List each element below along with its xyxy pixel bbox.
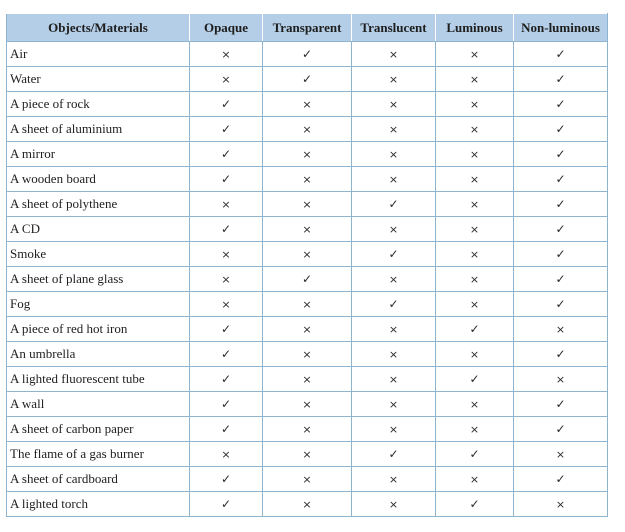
header-transparent: Transparent [263,14,352,42]
cross-mark-icon: × [190,442,263,467]
material-name-cell: A mirror [7,142,190,167]
cross-mark-icon: × [352,317,436,342]
check-mark-icon: ✓ [514,242,608,267]
cross-mark-icon: × [263,317,352,342]
material-name-cell: A piece of rock [7,92,190,117]
cross-mark-icon: × [436,42,514,67]
cross-mark-icon: × [514,492,608,517]
check-mark-icon: ✓ [352,192,436,217]
check-mark-icon: ✓ [263,267,352,292]
check-mark-icon: ✓ [514,167,608,192]
material-name-cell: A lighted torch [7,492,190,517]
cross-mark-icon: × [352,42,436,67]
check-mark-icon: ✓ [514,192,608,217]
cross-mark-icon: × [352,142,436,167]
check-mark-icon: ✓ [190,117,263,142]
materials-properties-table [6,13,608,517]
check-mark-icon: ✓ [514,217,608,242]
table-row [7,317,608,342]
cross-mark-icon: × [263,492,352,517]
material-name-cell: Water [7,67,190,92]
cross-mark-icon: × [352,92,436,117]
cross-mark-icon: × [263,417,352,442]
cross-mark-icon: × [436,67,514,92]
cross-mark-icon: × [263,192,352,217]
cross-mark-icon: × [263,242,352,267]
cross-mark-icon: × [352,467,436,492]
cross-mark-icon: × [263,292,352,317]
table-row [7,392,608,417]
material-name-cell: Air [7,42,190,67]
cross-mark-icon: × [352,417,436,442]
check-mark-icon: ✓ [190,92,263,117]
cross-mark-icon: × [352,267,436,292]
table-row [7,142,608,167]
material-name-cell: The flame of a gas burner [7,442,190,467]
cross-mark-icon: × [436,142,514,167]
cross-mark-icon: × [436,217,514,242]
check-mark-icon: ✓ [514,267,608,292]
table-header-row [7,14,608,42]
table-row [7,417,608,442]
header-opaque: Opaque [190,14,263,42]
table-row [7,117,608,142]
check-mark-icon: ✓ [514,292,608,317]
material-name-cell: An umbrella [7,342,190,367]
material-name-cell: A lighted fluorescent tube [7,367,190,392]
check-mark-icon: ✓ [190,142,263,167]
check-mark-icon: ✓ [514,92,608,117]
check-mark-icon: ✓ [352,242,436,267]
material-name-cell: A sheet of polythene [7,192,190,217]
cross-mark-icon: × [263,117,352,142]
check-mark-icon: ✓ [190,392,263,417]
table-row [7,217,608,242]
cross-mark-icon: × [514,317,608,342]
materials-table-container [6,13,608,517]
cross-mark-icon: × [263,467,352,492]
table-body [7,42,608,517]
cross-mark-icon: × [190,67,263,92]
material-name-cell: A piece of red hot iron [7,317,190,342]
cross-mark-icon: × [436,242,514,267]
header-non-luminous: Non-luminous [514,14,608,42]
material-name-cell: A sheet of carbon paper [7,417,190,442]
cross-mark-icon: × [514,442,608,467]
cross-mark-icon: × [436,167,514,192]
cross-mark-icon: × [436,92,514,117]
table-row [7,492,608,517]
check-mark-icon: ✓ [514,392,608,417]
material-name-cell: A sheet of plane glass [7,267,190,292]
check-mark-icon: ✓ [190,317,263,342]
material-name-cell: Smoke [7,242,190,267]
cross-mark-icon: × [436,292,514,317]
cross-mark-icon: × [436,392,514,417]
cross-mark-icon: × [263,167,352,192]
cross-mark-icon: × [190,42,263,67]
table-row [7,442,608,467]
cross-mark-icon: × [352,342,436,367]
header-objects-materials: Objects/Materials [7,14,190,42]
table-row [7,192,608,217]
table-row [7,42,608,67]
check-mark-icon: ✓ [436,317,514,342]
check-mark-icon: ✓ [190,492,263,517]
check-mark-icon: ✓ [514,417,608,442]
cross-mark-icon: × [190,267,263,292]
cross-mark-icon: × [436,342,514,367]
cross-mark-icon: × [436,267,514,292]
check-mark-icon: ✓ [190,167,263,192]
cross-mark-icon: × [436,467,514,492]
check-mark-icon: ✓ [514,342,608,367]
cross-mark-icon: × [263,142,352,167]
check-mark-icon: ✓ [436,367,514,392]
cross-mark-icon: × [352,167,436,192]
check-mark-icon: ✓ [514,67,608,92]
cross-mark-icon: × [263,392,352,417]
cross-mark-icon: × [190,242,263,267]
check-mark-icon: ✓ [263,42,352,67]
table-row [7,342,608,367]
check-mark-icon: ✓ [514,467,608,492]
cross-mark-icon: × [352,492,436,517]
cross-mark-icon: × [263,442,352,467]
cross-mark-icon: × [263,342,352,367]
check-mark-icon: ✓ [352,292,436,317]
cross-mark-icon: × [436,417,514,442]
check-mark-icon: ✓ [263,67,352,92]
material-name-cell: Fog [7,292,190,317]
table-row [7,67,608,92]
cross-mark-icon: × [436,192,514,217]
cross-mark-icon: × [514,367,608,392]
cross-mark-icon: × [352,217,436,242]
check-mark-icon: ✓ [190,417,263,442]
check-mark-icon: ✓ [190,367,263,392]
table-row [7,242,608,267]
table-row [7,367,608,392]
material-name-cell: A wooden board [7,167,190,192]
header-luminous: Luminous [436,14,514,42]
check-mark-icon: ✓ [514,42,608,67]
cross-mark-icon: × [352,67,436,92]
check-mark-icon: ✓ [190,217,263,242]
cross-mark-icon: × [190,192,263,217]
check-mark-icon: ✓ [190,467,263,492]
table-row [7,292,608,317]
check-mark-icon: ✓ [352,442,436,467]
check-mark-icon: ✓ [514,142,608,167]
cross-mark-icon: × [263,92,352,117]
material-name-cell: A sheet of aluminium [7,117,190,142]
cross-mark-icon: × [263,217,352,242]
cross-mark-icon: × [352,367,436,392]
table-row [7,167,608,192]
material-name-cell: A wall [7,392,190,417]
material-name-cell: A sheet of cardboard [7,467,190,492]
check-mark-icon: ✓ [436,492,514,517]
cross-mark-icon: × [190,292,263,317]
material-name-cell: A CD [7,217,190,242]
cross-mark-icon: × [436,117,514,142]
table-row [7,467,608,492]
check-mark-icon: ✓ [190,342,263,367]
header-translucent: Translucent [352,14,436,42]
cross-mark-icon: × [352,117,436,142]
cross-mark-icon: × [263,367,352,392]
table-row [7,267,608,292]
cross-mark-icon: × [352,392,436,417]
table-row [7,92,608,117]
check-mark-icon: ✓ [514,117,608,142]
check-mark-icon: ✓ [436,442,514,467]
